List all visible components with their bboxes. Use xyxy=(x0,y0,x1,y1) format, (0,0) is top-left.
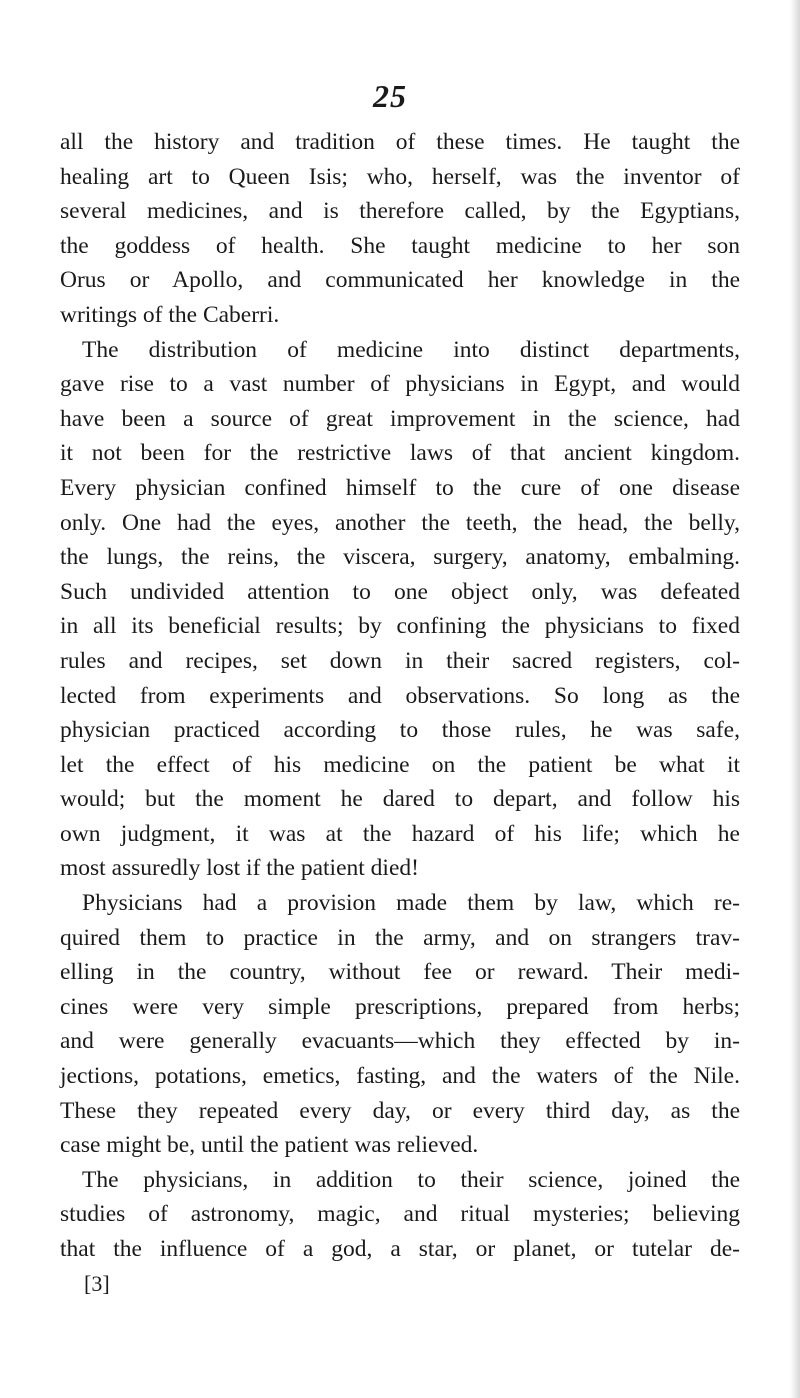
signature-mark: [3] xyxy=(84,1270,110,1296)
text-line: Orus or Apollo, and communicated her knowledge in the xyxy=(60,267,740,294)
page-number: 25 xyxy=(373,78,407,114)
text-line: These they repeated every day, or every third day, as the xyxy=(60,1097,740,1124)
text-line: only. One had the eyes, another the teeth, the head, the belly, xyxy=(60,509,740,536)
text-line: several medicines, and is therefore called, by the Egyptians, xyxy=(60,198,740,225)
text-line: all the history and tradition of these times. He taught the xyxy=(60,129,740,155)
text-line: own judgment, it was at the hazard of his life; which he xyxy=(60,820,740,847)
text-line: Every physician confined himself to the cure of one disease xyxy=(60,474,740,501)
text-line: most assuredly lost if the patient died! xyxy=(60,855,419,882)
text-line: jections, potations, emetics, fasting, and the waters of the Nile. xyxy=(60,1063,740,1090)
text-line: would; but the moment he dared to depart, and follow his xyxy=(60,786,740,813)
text-line: case might be, until the patient was relieved. xyxy=(60,1132,479,1159)
text-line: the lungs, the reins, the viscera, surgery, anatomy, embalming. xyxy=(60,544,740,571)
text-line: The distribution of medicine into distinct departments, xyxy=(82,336,740,363)
text-line: quired them to practice in the army, and on strangers trav- xyxy=(60,924,740,951)
text-line: writings of the Caberri. xyxy=(60,301,280,328)
text-line: let the effect of his medicine on the patient be what it xyxy=(60,751,740,778)
text-line: cines were very simple prescriptions, prepared from herbs; xyxy=(60,993,740,1020)
text-line: and were generally evacuants—which they effected by in- xyxy=(60,1028,740,1055)
body-text xyxy=(60,125,740,1301)
page-edge-shadow xyxy=(790,0,800,1398)
text-line: that the influence of a god, a star, or planet, or tutelar de- xyxy=(60,1236,740,1262)
text-line: it not been for the restrictive laws of that ancient kingdom. xyxy=(60,440,740,467)
text-line: The physicians, in addition to their science, joined the xyxy=(82,1166,740,1193)
text-line: lected from experiments and observations. So long as the xyxy=(60,682,740,709)
text-line: Physicians had a provision made them by law, which re- xyxy=(82,890,740,917)
text-line: elling in the country, without fee or reward. Their medi- xyxy=(60,959,740,986)
text-line: studies of astronomy, magic, and ritual mysteries; believing xyxy=(60,1201,740,1228)
text-line: healing art to Queen Isis; who, herself, was the inventor of xyxy=(60,163,740,190)
text-line: in all its beneficial results; by confining the physicians to fixed xyxy=(60,613,740,640)
text-line: gave rise to a vast number of physicians in Egypt, and would xyxy=(60,371,740,398)
text-line: Such undivided attention to one object only, was defeated xyxy=(60,578,740,605)
text-line: have been a source of great improvement in the science, had xyxy=(60,405,740,432)
text-line: physician practiced according to those rules, he was safe, xyxy=(60,717,740,744)
text-line: the goddess of health. She taught medicine to her son xyxy=(60,232,740,259)
text-line: rules and recipes, set down in their sacred registers, col- xyxy=(60,647,740,674)
